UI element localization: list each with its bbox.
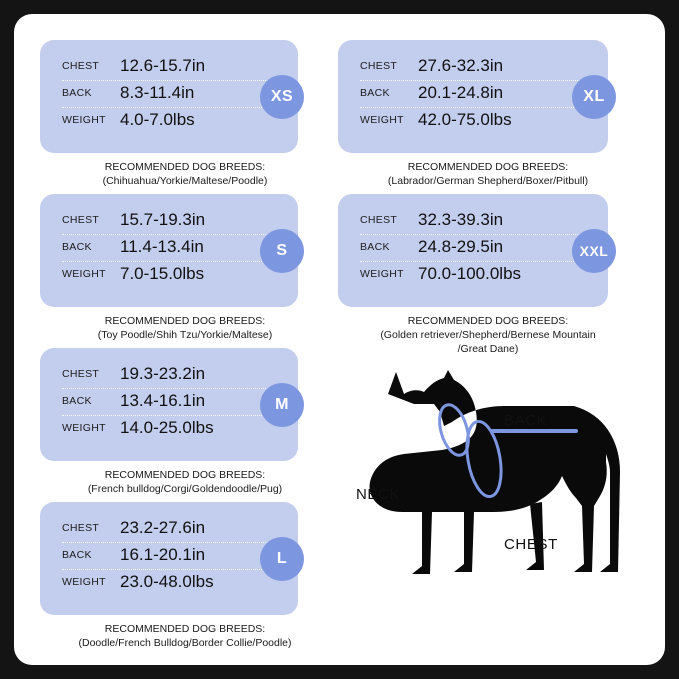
breeds-heading: RECOMMENDED DOG BREEDS:: [407, 315, 569, 327]
size-panel: [338, 40, 608, 153]
size-panel: [40, 194, 298, 307]
measurement-value-back: 13.4-16.1in: [120, 391, 206, 410]
measurement-row-chest: [360, 210, 594, 237]
measurement-label-chest: CHEST: [360, 60, 398, 72]
measurement-label-back: BACK: [360, 241, 390, 253]
measurement-value-chest: 19.3-23.2in: [120, 364, 206, 383]
breeds-heading: RECOMMENDED DOG BREEDS:: [104, 315, 266, 327]
size-chart-card: [14, 14, 665, 665]
measurement-value-weight: 23.0-48.0lbs: [120, 572, 214, 591]
measurement-row-weight: [360, 110, 594, 137]
measurement-value-chest: 23.2-27.6in: [120, 518, 206, 537]
size-block-s: [40, 194, 330, 342]
measurement-row-chest: [62, 364, 284, 391]
recommended-breeds: [40, 622, 330, 650]
diagram-label-back: BACK: [504, 412, 548, 429]
measurement-row-weight: [360, 264, 594, 291]
row-divider: [62, 569, 284, 570]
size-badge-xl: XL: [572, 75, 616, 119]
breeds-heading: RECOMMENDED DOG BREEDS:: [407, 161, 569, 173]
size-badge-m: M: [260, 383, 304, 427]
breeds-list-line1: (Golden retriever/Shepherd/Bernese Mountain: [380, 329, 596, 341]
breeds-heading: RECOMMENDED DOG BREEDS:: [104, 623, 266, 635]
measurement-row-back: [360, 83, 594, 110]
measurement-label-back: BACK: [360, 87, 390, 99]
breeds-list-line2: /Great Dane): [457, 343, 519, 355]
size-panel: [338, 194, 608, 307]
row-divider: [62, 80, 284, 81]
breeds-list: (Toy Poodle/Shih Tzu/Yorkie/Maltese): [97, 329, 273, 341]
measurement-row-weight: [62, 572, 284, 599]
measurement-label-chest: CHEST: [62, 368, 100, 380]
measurement-row-back: [62, 545, 284, 572]
row-divider: [360, 261, 594, 262]
breeds-list: (Doodle/French Bulldog/Border Collie/Poodle): [78, 637, 292, 649]
row-divider: [360, 107, 594, 108]
measurement-label-chest: CHEST: [62, 60, 100, 72]
measurement-value-weight: 4.0-7.0lbs: [120, 110, 195, 129]
measurement-value-chest: 32.3-39.3in: [418, 210, 504, 229]
measurement-label-weight: WEIGHT: [360, 114, 404, 126]
measurement-value-chest: 15.7-19.3in: [120, 210, 206, 229]
measurement-value-weight: 14.0-25.0lbs: [120, 418, 214, 437]
measurement-row-weight: [62, 110, 284, 137]
measurement-label-back: BACK: [62, 241, 92, 253]
recommended-breeds: [338, 314, 638, 356]
measurement-label-weight: WEIGHT: [62, 576, 106, 588]
measurement-value-back: 24.8-29.5in: [418, 237, 504, 256]
measurement-row-chest: [360, 56, 594, 83]
measurement-row-weight: [62, 418, 284, 445]
row-divider: [62, 234, 284, 235]
breeds-heading: RECOMMENDED DOG BREEDS:: [104, 161, 266, 173]
size-panel: [40, 348, 298, 461]
measurement-value-weight: 70.0-100.0lbs: [418, 264, 522, 283]
row-divider: [360, 80, 594, 81]
size-block-m: [40, 348, 330, 496]
recommended-breeds: [40, 314, 330, 342]
size-block-l: [40, 502, 330, 650]
measurement-label-chest: CHEST: [62, 522, 100, 534]
measurement-row-weight: [62, 264, 284, 291]
measurement-label-weight: WEIGHT: [62, 422, 106, 434]
row-divider: [62, 542, 284, 543]
diagram-label-neck: NECK: [356, 486, 401, 503]
measurement-row-back: [360, 237, 594, 264]
recommended-breeds: [40, 468, 330, 496]
diagram-label-chest: CHEST: [504, 536, 558, 553]
measurement-value-back: 16.1-20.1in: [120, 545, 206, 564]
size-block-xs: [40, 40, 330, 188]
size-badge-l: L: [260, 537, 304, 581]
row-divider: [62, 107, 284, 108]
measurement-label-weight: WEIGHT: [62, 268, 106, 280]
breeds-list: (Labrador/German Shepherd/Boxer/Pitbull): [387, 175, 589, 187]
measurement-row-chest: [62, 518, 284, 545]
measurement-label-weight: WEIGHT: [360, 268, 404, 280]
size-badge-s: S: [260, 229, 304, 273]
dog-measurement-diagram: [344, 364, 640, 614]
measurement-value-chest: 27.6-32.3in: [418, 56, 504, 75]
measurement-value-weight: 42.0-75.0lbs: [418, 110, 512, 129]
measurement-label-back: BACK: [62, 87, 92, 99]
breeds-heading: RECOMMENDED DOG BREEDS:: [104, 469, 266, 481]
size-panel: [40, 40, 298, 153]
measurement-value-back: 8.3-11.4in: [120, 83, 195, 102]
measurement-row-back: [62, 391, 284, 418]
size-panel: [40, 502, 298, 615]
measurement-value-back: 20.1-24.8in: [418, 83, 504, 102]
row-divider: [62, 388, 284, 389]
measurement-value-weight: 7.0-15.0lbs: [120, 264, 205, 283]
measurement-label-back: BACK: [62, 549, 92, 561]
size-block-xxl: [338, 194, 638, 356]
size-badge-xs: XS: [260, 75, 304, 119]
measurement-row-back: [62, 237, 284, 264]
measurement-value-chest: 12.6-15.7in: [120, 56, 206, 75]
row-divider: [62, 261, 284, 262]
measurement-value-back: 11.4-13.4in: [120, 237, 204, 256]
breeds-list: (French bulldog/Corgi/Goldendoodle/Pug): [87, 483, 283, 495]
size-block-xl: [338, 40, 638, 188]
measurement-row-back: [62, 83, 284, 110]
measurement-row-chest: [62, 210, 284, 237]
recommended-breeds: [338, 160, 638, 188]
size-column-right: [338, 40, 638, 362]
measurement-label-back: BACK: [62, 395, 92, 407]
measurement-row-chest: [62, 56, 284, 83]
measurement-label-chest: CHEST: [62, 214, 100, 226]
row-divider: [62, 415, 284, 416]
measurement-label-weight: WEIGHT: [62, 114, 106, 126]
measurement-label-chest: CHEST: [360, 214, 398, 226]
size-column-left: [40, 40, 330, 656]
row-divider: [360, 234, 594, 235]
breeds-list: (Chihuahua/Yorkie/Maltese/Poodle): [102, 175, 268, 187]
size-badge-xxl: XXL: [572, 229, 616, 273]
recommended-breeds: [40, 160, 330, 188]
